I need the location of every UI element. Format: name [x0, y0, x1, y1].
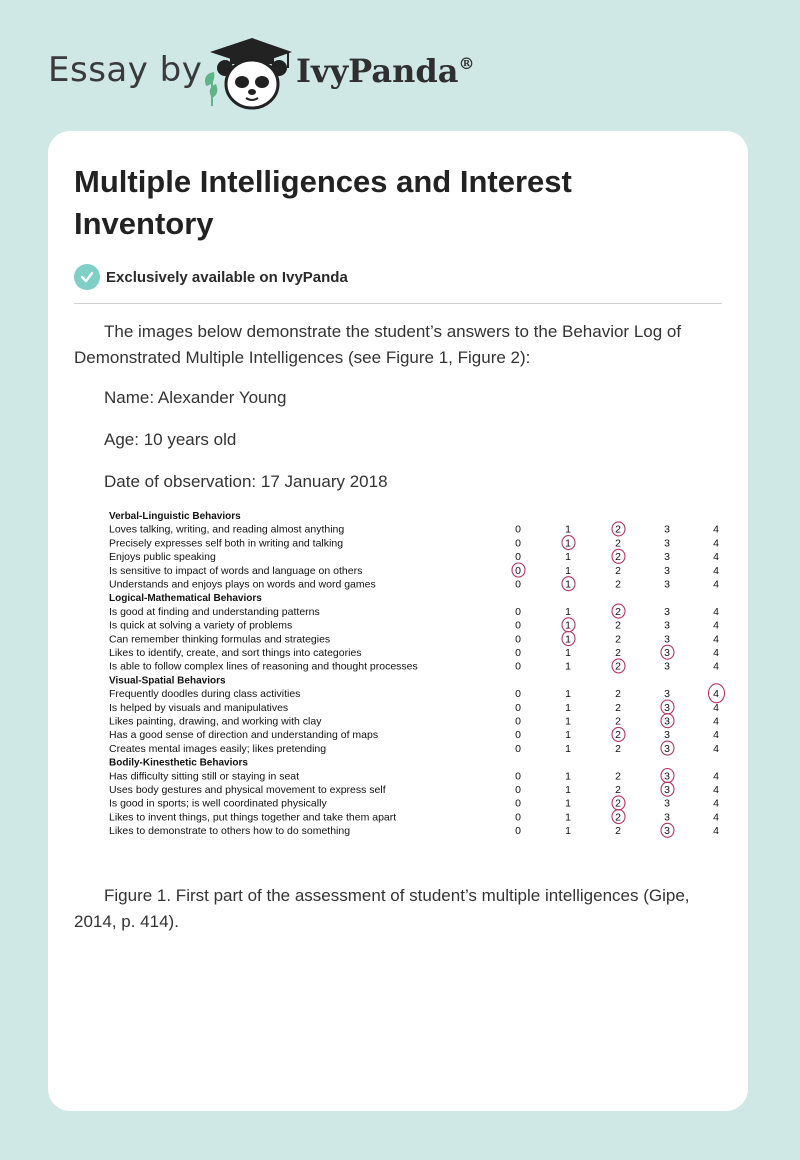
figure-score-1: 1 [565, 770, 571, 783]
figure-item-label: Has a good sense of direction and understanding of maps [109, 729, 379, 742]
figure-score-2: 2 [615, 578, 621, 591]
figure-score-2: 2 [615, 619, 621, 632]
figure-score-4: 4 [713, 825, 719, 838]
figure-score-0: 0 [515, 688, 521, 701]
figure-score-1: 1 [565, 633, 571, 646]
figure-section-heading: Visual-Spatial Behaviors [109, 675, 226, 687]
figure-item-label: Frequently doodles during class activities [109, 688, 301, 701]
figure-score-1: 1 [565, 660, 571, 673]
figure-score-0: 0 [515, 742, 521, 755]
intro-paragraph: The images below demonstrate the student’s answers to the Behavior Log of Demonstrated Multiple Intelligences (see Figure 1, Figure 2): [74, 322, 682, 367]
essay-card [48, 131, 748, 1111]
figure-score-2: 2 [615, 742, 621, 755]
figure-score-3: 3 [664, 578, 670, 591]
figure-score-3: 3 [664, 688, 670, 701]
figure-item-label: Is quick at solving a variety of problems [109, 619, 293, 632]
figure-score-0: 0 [515, 784, 521, 796]
figure-score-4: 4 [713, 688, 719, 701]
figure-item-label: Loves talking, writing, and reading almost anything [109, 523, 345, 536]
figure-score-1: 1 [565, 564, 571, 577]
figure-item-label: Has difficulty sitting still or staying in seat [109, 770, 300, 783]
figure-score-0: 0 [515, 619, 521, 632]
figure-score-4: 4 [713, 551, 719, 564]
figure-score-0: 0 [515, 537, 521, 550]
figure-score-2: 2 [615, 688, 621, 701]
figure-score-1: 1 [565, 784, 571, 796]
name-line: Name: Alexander Young [104, 388, 287, 407]
exclusive-label: Exclusively available on IvyPanda [106, 268, 348, 286]
figure-score-2: 2 [615, 825, 621, 838]
figure-score-0: 0 [515, 729, 521, 742]
figure-score-4: 4 [713, 715, 719, 728]
figure-score-3: 3 [664, 619, 670, 632]
figure-score-3: 3 [664, 523, 670, 536]
figure-section-heading: Logical-Mathematical Behaviors [109, 593, 262, 605]
figure-score-1: 1 [565, 688, 571, 701]
exclusive-badge [74, 264, 348, 290]
figure-score-3: 3 [664, 564, 670, 577]
figure-score-4: 4 [713, 701, 719, 714]
brand-name[interactable] [296, 52, 474, 90]
figure-score-3: 3 [664, 551, 670, 564]
registered-mark: ® [458, 54, 475, 73]
figure-score-1: 1 [565, 811, 571, 824]
figure-score-4: 4 [713, 537, 719, 550]
figure-score-3: 3 [664, 715, 670, 728]
figure-score-1: 1 [565, 523, 571, 536]
figure-score-4: 4 [713, 619, 719, 632]
figure-item-label: Likes to identify, create, and sort things into categories [109, 647, 362, 659]
figure-score-4: 4 [713, 633, 719, 646]
figure-score-4: 4 [713, 523, 719, 536]
figure-score-4: 4 [713, 811, 719, 824]
figure-score-3: 3 [664, 784, 670, 796]
figure-score-2: 2 [615, 715, 621, 728]
figure-score-0: 0 [515, 578, 521, 591]
figure-score-4: 4 [713, 729, 719, 742]
figure-score-1: 1 [565, 715, 571, 728]
figure-item-label: Is sensitive to impact of words and language on others [109, 564, 363, 577]
figure-score-0: 0 [515, 523, 521, 536]
figure-score-1: 1 [565, 647, 571, 659]
figure-score-1: 1 [565, 537, 571, 550]
figure-score-4: 4 [713, 770, 719, 783]
figure-score-3: 3 [664, 537, 670, 550]
figure-item-label: Precisely expresses self both in writing and talking [109, 537, 344, 550]
figure-score-0: 0 [515, 797, 521, 810]
figure-score-3: 3 [664, 660, 670, 673]
figure-score-3: 3 [664, 811, 670, 824]
page-title: Multiple Intelligences and Interest Inventory [74, 164, 572, 241]
figure-score-1: 1 [565, 578, 571, 591]
essay-by-label: Essay by [48, 50, 203, 90]
figure-score-2: 2 [615, 660, 621, 673]
figure-score-4: 4 [713, 784, 719, 796]
figure-item-label: Is helped by visuals and manipulatives [109, 701, 289, 714]
figure-score-1: 1 [565, 551, 571, 564]
figure-score-0: 0 [515, 647, 521, 659]
age-line: Age: 10 years old [104, 430, 237, 449]
figure-score-2: 2 [615, 797, 621, 810]
divider [74, 303, 722, 304]
figure-score-0: 0 [515, 564, 521, 577]
figure-score-4: 4 [713, 797, 719, 810]
figure-score-2: 2 [615, 523, 621, 536]
figure-score-4: 4 [713, 742, 719, 755]
figure-score-3: 3 [664, 701, 670, 714]
figure-score-3: 3 [664, 742, 670, 755]
behavior-log-figure [106, 507, 726, 861]
figure-item-label: Likes to demonstrate to others how to do something [109, 825, 351, 838]
figure-score-2: 2 [615, 729, 621, 742]
figure-score-4: 4 [713, 564, 719, 577]
figure-score-0: 0 [515, 770, 521, 783]
figure-score-2: 2 [615, 701, 621, 714]
figure-item-label: Understands and enjoys plays on words and word games [109, 578, 376, 591]
figure-score-3: 3 [664, 605, 670, 618]
figure-item-label: Creates mental images easily; likes pretending [109, 742, 327, 755]
figure-score-0: 0 [515, 605, 521, 618]
figure-score-3: 3 [664, 770, 670, 783]
figure-section-heading: Verbal-Linguistic Behaviors [109, 511, 241, 522]
figure-score-3: 3 [664, 825, 670, 838]
figure-item-label: Uses body gestures and physical movement to express self [109, 784, 386, 796]
figure-score-2: 2 [615, 551, 621, 564]
figure-score-0: 0 [515, 660, 521, 673]
figure-item-label: Likes to invent things, put things together and take them apart [109, 811, 397, 824]
check-icon [74, 264, 100, 290]
figure-section-heading: Bodily-Kinesthetic Behaviors [109, 757, 248, 769]
panda-logo-icon[interactable] [200, 34, 294, 110]
figure-score-1: 1 [565, 729, 571, 742]
site-header [0, 0, 800, 120]
figure-score-4: 4 [713, 578, 719, 591]
figure-score-2: 2 [615, 633, 621, 646]
figure-score-2: 2 [615, 647, 621, 659]
brand-name-text: IvyPanda [296, 52, 459, 90]
figure-score-2: 2 [615, 770, 621, 783]
figure-score-2: 2 [615, 564, 621, 577]
figure-item-label: Enjoys public speaking [109, 551, 216, 564]
figure-score-4: 4 [713, 647, 719, 659]
figure-score-2: 2 [615, 811, 621, 824]
figure-caption: Figure 1. First part of the assessment of student’s multiple intelligences (Gipe, 2014, p. 414). [74, 886, 690, 931]
figure-score-0: 0 [515, 825, 521, 838]
figure-score-1: 1 [565, 619, 571, 632]
figure-score-2: 2 [615, 537, 621, 550]
figure-score-1: 1 [565, 797, 571, 810]
figure-item-label: Is able to follow complex lines of reasoning and thought processes [109, 660, 418, 673]
figure-score-1: 1 [565, 701, 571, 714]
figure-score-3: 3 [664, 797, 670, 810]
figure-item-label: Is good at finding and understanding patterns [109, 605, 320, 618]
figure-score-4: 4 [713, 605, 719, 618]
figure-score-0: 0 [515, 633, 521, 646]
figure-item-label: Can remember thinking formulas and strategies [109, 633, 331, 646]
figure-item-label: Is good in sports; is well coordinated physically [109, 797, 327, 810]
figure-score-0: 0 [515, 811, 521, 824]
figure-score-0: 0 [515, 701, 521, 714]
figure-score-3: 3 [664, 647, 670, 659]
figure-item-label: Likes painting, drawing, and working with clay [109, 715, 322, 728]
figure-score-1: 1 [565, 825, 571, 838]
date-line: Date of observation: 17 January 2018 [104, 472, 388, 491]
figure-score-3: 3 [664, 633, 670, 646]
figure-score-2: 2 [615, 605, 621, 618]
figure-score-1: 1 [565, 742, 571, 755]
figure-score-2: 2 [615, 784, 621, 796]
figure-score-0: 0 [515, 551, 521, 564]
figure-score-1: 1 [565, 605, 571, 618]
figure-score-4: 4 [713, 660, 719, 673]
figure-score-0: 0 [515, 715, 521, 728]
figure-score-3: 3 [664, 729, 670, 742]
